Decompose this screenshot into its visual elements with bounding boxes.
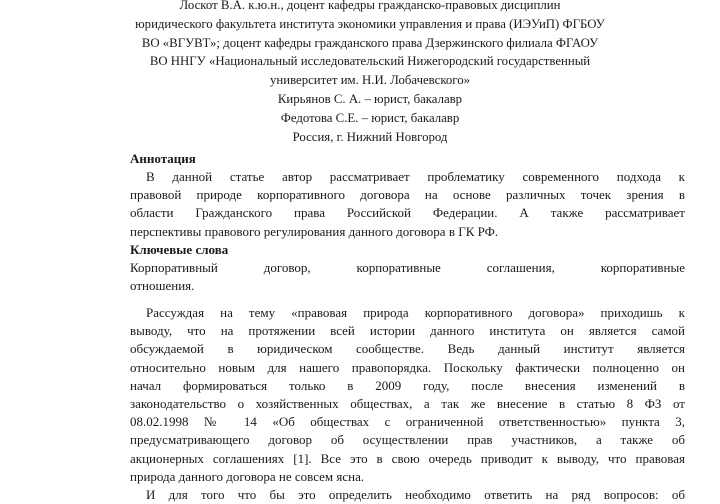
keywords-line: отношения. [130,278,195,294]
keywords-text [130,259,685,295]
body-line: обсуждаемой в юридическом сообществе. Ведь данный институт является [130,341,685,357]
author-line: университет им. Н.И. Лобачевского» [269,73,471,88]
body-line: начал формироваться только в 2009 году, после внесения изменений в [130,377,685,393]
body-line: И для того что бы это определить необходимо ответить на ряд вопросов: об [146,487,685,503]
author-line: Россия, г. Нижний Новгород [292,129,448,144]
author-line: ВО ННГУ «Национальный исследовательский Нижегородский государственный [149,54,591,69]
abstract-line: перспективы правового регулирования данного договора в ГК РФ. [130,223,499,239]
author-line: Кирьянов С. А. – юрист, бакалавр [277,91,463,106]
abstract-line: правовой природе корпоративного договора на основе различных точек зрения в [130,187,685,203]
body-line: природа данного договора не совсем ясна. [130,468,365,484]
abstract-text [130,168,685,241]
body-line: акционерных соглашениях [1]. Все это в свою очередь приводит к выводу, что правовая [130,450,685,466]
author-line: юридического факультета института экономики управления и права (ИЭУиП) ФГБОУ [135,16,605,31]
body-line: выводу, что на протяжении всей истории данного института он является самой [130,323,685,339]
author-line: Федотова С.Е. – юрист, бакалавр [280,110,460,125]
body-line: 08.02.1998 № 14 «Об обществах с ограниченной ответственностью» пункта 3, [130,414,685,430]
body-line: Рассуждая на тему «правовая природа корпоративного договора» приходишь к [146,305,685,320]
keywords-heading: Ключевые слова [130,242,229,257]
body-line: законодательство о хозяйственных обществах, а так же внесение в статью 8 ФЗ от [130,396,685,412]
author-affiliations [96,0,644,146]
author-line: ВО «ВГУВТ»; доцент кафедры гражданского права Дзержинского филиала ФГАОУ [141,35,599,50]
body-line: относительно новым для нашего правопорядка. Поскольку фактически полноценно он [130,359,685,375]
author-line: Лоскот В.А. к.ю.н., доцент кафедры гражданско-правовых дисциплин [179,0,561,12]
abstract-line: В данной статье автор рассматривает проблематику современного подхода к [146,169,685,184]
keywords-line: Корпоративный договор, корпоративные соглашения, корпоративные [130,260,685,275]
body-line: предусматривающего договор об осуществлении прав участников, а также об [130,432,685,448]
body-text [130,304,685,504]
abstract-heading: Аннотация [130,151,196,166]
abstract-line: области Гражданского права Российской Федерации. А также рассматривает [130,205,685,221]
